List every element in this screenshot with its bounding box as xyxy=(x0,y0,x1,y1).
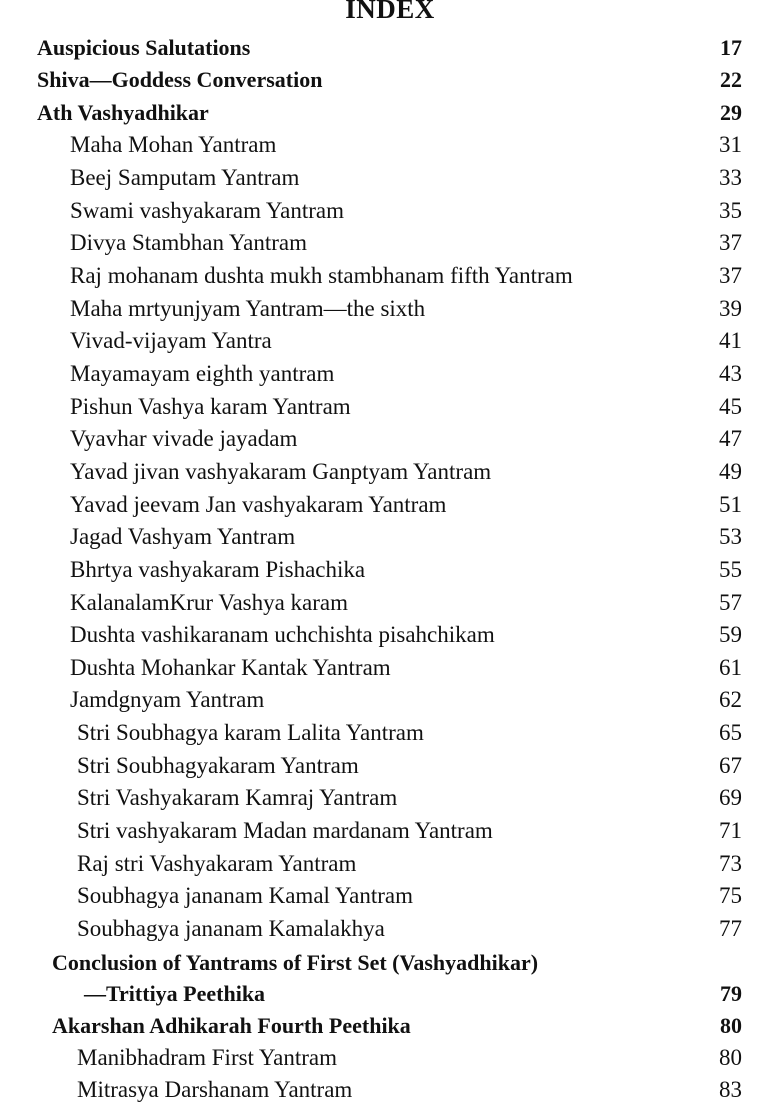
entry-title: Soubhagya jananam Kamalakhya xyxy=(77,916,385,941)
index-entry xyxy=(0,589,780,621)
entry-page: 79 xyxy=(720,981,742,1006)
entry-page: 59 xyxy=(719,622,742,647)
entry-title: Yavad jivan vashyakaram Ganptyam Yantram xyxy=(70,459,492,484)
entry-title: Bhrtya vashyakaram Pishachika xyxy=(70,557,366,582)
entry-page: 31 xyxy=(719,132,742,157)
entry-title: Jagad Vashyam Yantram xyxy=(70,524,296,549)
entry-title: Maha Mohan Yantram xyxy=(70,132,277,157)
index-entry xyxy=(0,262,780,294)
index-entry xyxy=(0,882,780,914)
entry-title: Swami vashyakaram Yantram xyxy=(70,198,345,223)
entry-title: Raj stri Vashyakaram Yantram xyxy=(77,851,357,876)
entry-page: 17 xyxy=(720,35,742,60)
entry-page: 41 xyxy=(719,328,742,353)
index-entry xyxy=(0,1012,780,1044)
entry-title: Soubhagya jananam Kamal Yantram xyxy=(77,883,413,908)
entry-page: 35 xyxy=(719,198,742,223)
entry-page: 62 xyxy=(719,687,742,712)
entry-title: Yavad jeevam Jan vashyakaram Yantram xyxy=(70,492,447,517)
entry-page: 51 xyxy=(719,492,742,517)
index-entry xyxy=(0,654,780,686)
entry-page: 37 xyxy=(719,230,742,255)
entry-title: Vyavhar vivade jayadam xyxy=(70,426,298,451)
entry-title: Divya Stambhan Yantram xyxy=(70,230,308,255)
index-entry xyxy=(0,164,780,196)
index-entry xyxy=(0,980,780,1012)
entry-page: 47 xyxy=(719,426,742,451)
entry-page: 53 xyxy=(719,524,742,549)
index-entry xyxy=(0,752,780,784)
entry-title: Stri Soubhagya karam Lalita Yantram xyxy=(77,720,424,745)
entry-page: 75 xyxy=(719,883,742,908)
entry-page: 37 xyxy=(719,263,742,288)
entry-title: Vivad-vijayam Yantra xyxy=(70,328,272,353)
index-entry xyxy=(0,66,780,98)
entry-title: Dushta vashikaranam uchchishta pisahchikam xyxy=(70,622,495,647)
entry-title: Jamdgnyam Yantram xyxy=(70,687,265,712)
entry-page: 49 xyxy=(719,459,742,484)
entry-title: Conclusion of Yantrams of First Set (Vashyadhikar) xyxy=(52,950,539,975)
entry-title: Stri vashyakaram Madan mardanam Yantram xyxy=(77,818,493,843)
entry-title: Auspicious Salutations xyxy=(37,35,251,60)
entry-page: 65 xyxy=(719,720,742,745)
entry-page: 77 xyxy=(719,916,742,941)
index-entry xyxy=(0,556,780,588)
entry-title: Mitrasya Darshanam Yantram xyxy=(77,1077,353,1102)
entry-page: 71 xyxy=(719,818,742,843)
entry-title: Pishun Vashya karam Yantram xyxy=(70,394,351,419)
index-entry xyxy=(0,458,780,490)
entry-title: Manibhadram First Yantram xyxy=(77,1045,338,1070)
index-entry xyxy=(0,621,780,653)
entry-title: Mayamayam eighth yantram xyxy=(70,361,335,386)
index-entry xyxy=(0,295,780,327)
index-entry xyxy=(0,327,780,359)
index-entry xyxy=(0,523,780,555)
entry-title: KalanalamKrur Vashya karam xyxy=(70,590,349,615)
entry-page: 29 xyxy=(720,100,742,125)
index-entry xyxy=(0,817,780,849)
entry-page: 69 xyxy=(719,785,742,810)
index-entry xyxy=(0,949,780,981)
index-entry xyxy=(0,229,780,261)
entry-page: 43 xyxy=(719,361,742,386)
index-entry xyxy=(0,1044,780,1076)
entry-page: 55 xyxy=(719,557,742,582)
entry-page: 80 xyxy=(719,1045,742,1070)
entry-title: —Trittiya Peethika xyxy=(84,981,266,1006)
entry-page: 57 xyxy=(719,590,742,615)
index-entry xyxy=(0,915,780,947)
entry-page: 22 xyxy=(720,67,742,92)
entry-page: 45 xyxy=(719,394,742,419)
entry-title: Stri Soubhagyakaram Yantram xyxy=(77,753,359,778)
index-entry xyxy=(0,686,780,718)
entry-title: Shiva—Goddess Conversation xyxy=(37,67,323,92)
entry-title: Stri Vashyakaram Kamraj Yantram xyxy=(77,785,398,810)
index-entry xyxy=(0,34,780,66)
entry-title: Dushta Mohankar Kantak Yantram xyxy=(70,655,391,680)
entry-title: Raj mohanam dushta mukh stambhanam fifth Yantram xyxy=(70,263,573,288)
index-entry xyxy=(0,197,780,229)
index-entry xyxy=(0,784,780,816)
index-entry xyxy=(0,425,780,457)
entry-page: 61 xyxy=(719,655,742,680)
entry-page: 73 xyxy=(719,851,742,876)
entry-page: 39 xyxy=(719,296,742,321)
index-entry xyxy=(0,491,780,523)
index-entry xyxy=(0,393,780,425)
entry-page: 80 xyxy=(720,1013,742,1038)
index-entry xyxy=(0,131,780,163)
index-entry xyxy=(0,850,780,882)
entry-page: 83 xyxy=(719,1077,742,1102)
page-title: INDEX xyxy=(345,0,435,24)
index-entry xyxy=(0,99,780,131)
entry-title: Maha mrtyunjyam Yantram—the sixth xyxy=(70,296,426,321)
index-entry xyxy=(0,1076,780,1108)
entry-page: 67 xyxy=(719,753,742,778)
entry-page: 33 xyxy=(719,165,742,190)
index-entry xyxy=(0,360,780,392)
entry-title: Ath Vashyadhikar xyxy=(37,100,209,125)
index-entry xyxy=(0,719,780,751)
entry-title: Akarshan Adhikarah Fourth Peethika xyxy=(52,1013,411,1038)
entry-title: Beej Samputam Yantram xyxy=(70,165,300,190)
